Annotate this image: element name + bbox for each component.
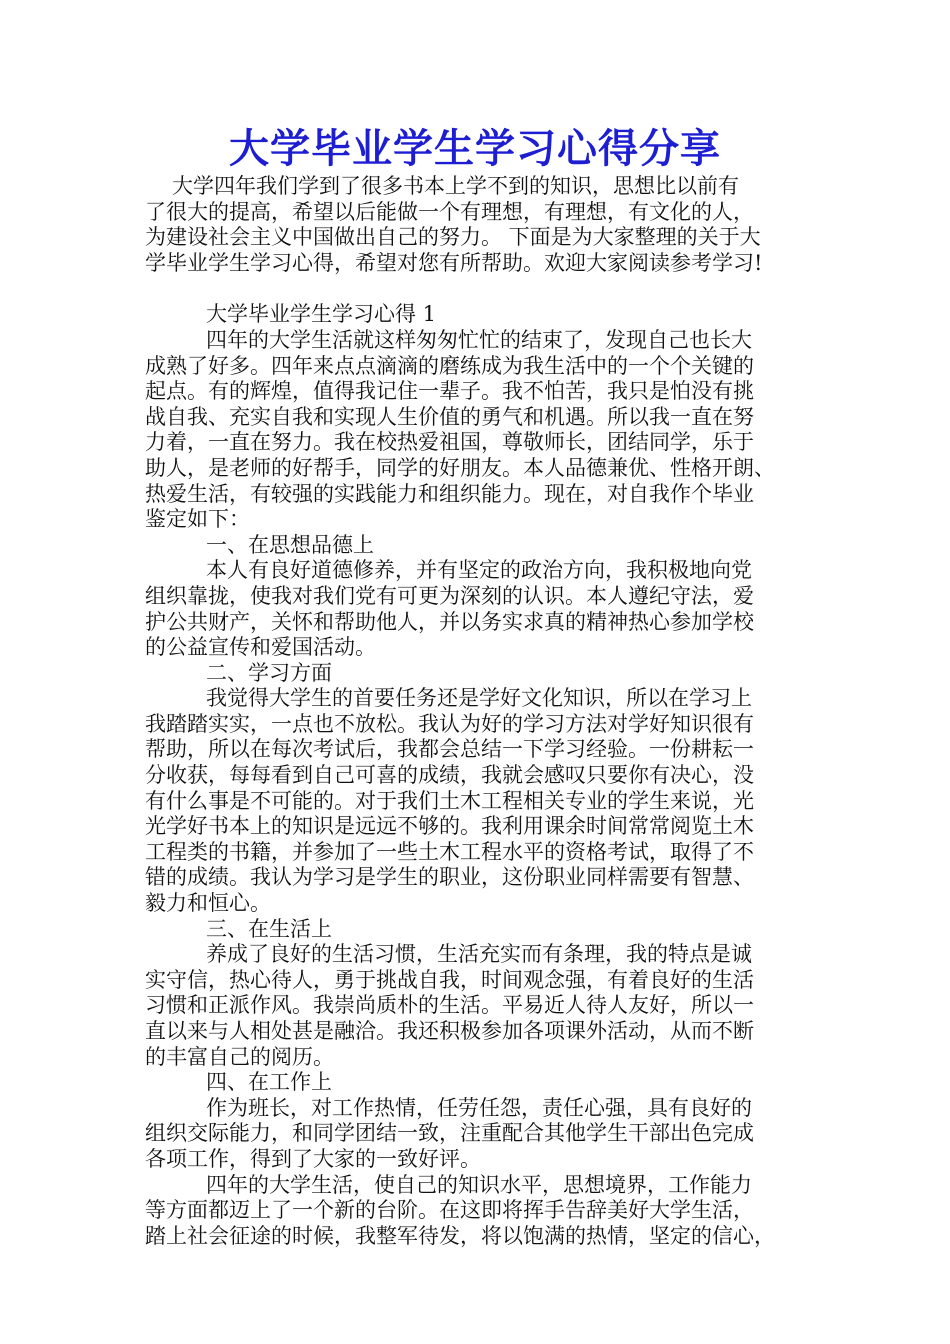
paragraph-line: 工程类的书籍，并参加了一些土木工程水平的资格考试，取得了不 (145, 839, 754, 864)
paragraph-line: 作为班长，对工作热情，任劳任怨，责任心强，具有良好的 (206, 1095, 752, 1120)
paragraph-line: 战自我、充实自我和实现人生价值的勇气和机遇。所以我一直在努 (145, 404, 754, 429)
blank-line (145, 276, 815, 302)
paragraph-line: 成熟了好多。四年来点点滴滴的磨练成为我生活中的一个个关键的 (145, 353, 754, 378)
subsection-heading: 二、学习方面 (206, 660, 332, 685)
paragraph-line: 鉴定如下： (145, 507, 250, 532)
paragraph-line: 四年的大学生活就这样匆匆忙忙的结束了，发现自己也长大 (206, 327, 752, 352)
paragraph-line: 直以来与人相处甚是融洽。我还积极参加各项课外活动，从而不断 (145, 1019, 754, 1043)
paragraph-line: 毅力和恒心。 (145, 891, 271, 916)
paragraph-line: 错的成绩。我认为学习是学生的职业，这份职业同样需要有智慧、 (145, 865, 754, 890)
paragraph-line: 有什么事是不可能的。对于我们土木工程相关专业的学生来说，光 (145, 788, 754, 813)
paragraph-line: 养成了良好的生活习惯，生活充实而有条理，我的特点是诚 (206, 942, 752, 967)
subsection-heading: 三、在生活上 (206, 916, 332, 941)
paragraph-line: 踏上社会征途的时候，我整军待发，将以饱满的热情，坚定的信心， (145, 1223, 775, 1248)
paragraph-line: 护公共财产，关怀和帮助他人，并以务实求真的精神热心参加学校 (145, 609, 754, 634)
intro-line: 了很大的提高，希望以后能做一个有理想，有理想，有文化的人， (145, 199, 754, 224)
intro-line: 为建设社会主义中国做出自己的努力。 下面是为大家整理的关于大 (145, 225, 761, 250)
paragraph-line: 起点。有的辉煌，值得我记住一辈子。我不怕苦，我只是怕没有挑 (145, 379, 754, 404)
paragraph-line: 本人有良好道德修养，并有坚定的政治方向，我积极地向党 (206, 558, 752, 583)
paragraph-line: 分收获，每每看到自己可喜的成绩，我就会感叹只要你有决心，没 (145, 763, 754, 788)
paragraph-line: 力着，一直在努力。我在校热爱祖国，尊敬师长，团结同学，乐于 (145, 430, 754, 455)
subsection-heading: 一、在思想品德上 (206, 532, 374, 557)
paragraph-line: 组织交际能力，和同学团结一致，注重配合其他学生干部出色完成 (145, 1121, 754, 1146)
subsection-heading: 四、在工作上 (206, 1070, 332, 1095)
paragraph-line: 热爱生活，有较强的实践能力和组织能力。现在，对自我作个毕业 (145, 481, 754, 506)
paragraph-line: 的丰富自己的阅历。 (145, 1044, 334, 1069)
section-heading: 大学毕业学生学习心得 1 (206, 302, 437, 327)
paragraph-line: 光学好书本上的知识是远远不够的。我利用课余时间常常阅览土木 (145, 814, 754, 839)
paragraph-line: 的公益宣传和爱国活动。 (145, 635, 376, 660)
intro-line: 大学四年我们学到了很多书本上学不到的知识，思想比以前有 (172, 174, 739, 198)
paragraph-line: 我踏踏实实，一点也不放松。我认为好的学习方法对学好知识很有 (145, 711, 754, 736)
paragraph-line: 各项工作，得到了大家的一致好评。 (145, 1146, 481, 1171)
paragraph-line: 实守信，热心待人，勇于挑战自我，时间观念强，有着良好的生活 (145, 967, 754, 992)
paragraph-line: 四年的大学生活，使自己的知识水平，思想境界，工作能力 (206, 1172, 752, 1197)
paragraph-line: 组织靠拢，使我对我们党有可更为深刻的认识。本人遵纪守法，爱 (145, 583, 754, 608)
intro-line: 学毕业学生学习心得，希望对您有所帮助。欢迎大家阅读参考学习! (145, 250, 763, 275)
paragraph-line: 帮助，所以在每次考试后，我都会总结一下学习经验。一份耕耘一 (145, 737, 754, 762)
document-title: 大学毕业学生学习心得分享 (229, 125, 721, 172)
paragraph-line: 助人，是老师的好帮手，同学的好朋友。本人品德兼优、性格开朗、 (145, 455, 775, 480)
paragraph-line: 习惯和正派作风。我崇尚质朴的生活。平易近人待人友好，所以一 (145, 993, 754, 1018)
document-body (145, 174, 815, 1249)
paragraph-line: 等方面都迈上了一个新的台阶。在这即将挥手告辞美好大学生活， (145, 1198, 754, 1223)
paragraph-line: 我觉得大学生的首要任务还是学好文化知识，所以在学习上 (206, 686, 752, 711)
